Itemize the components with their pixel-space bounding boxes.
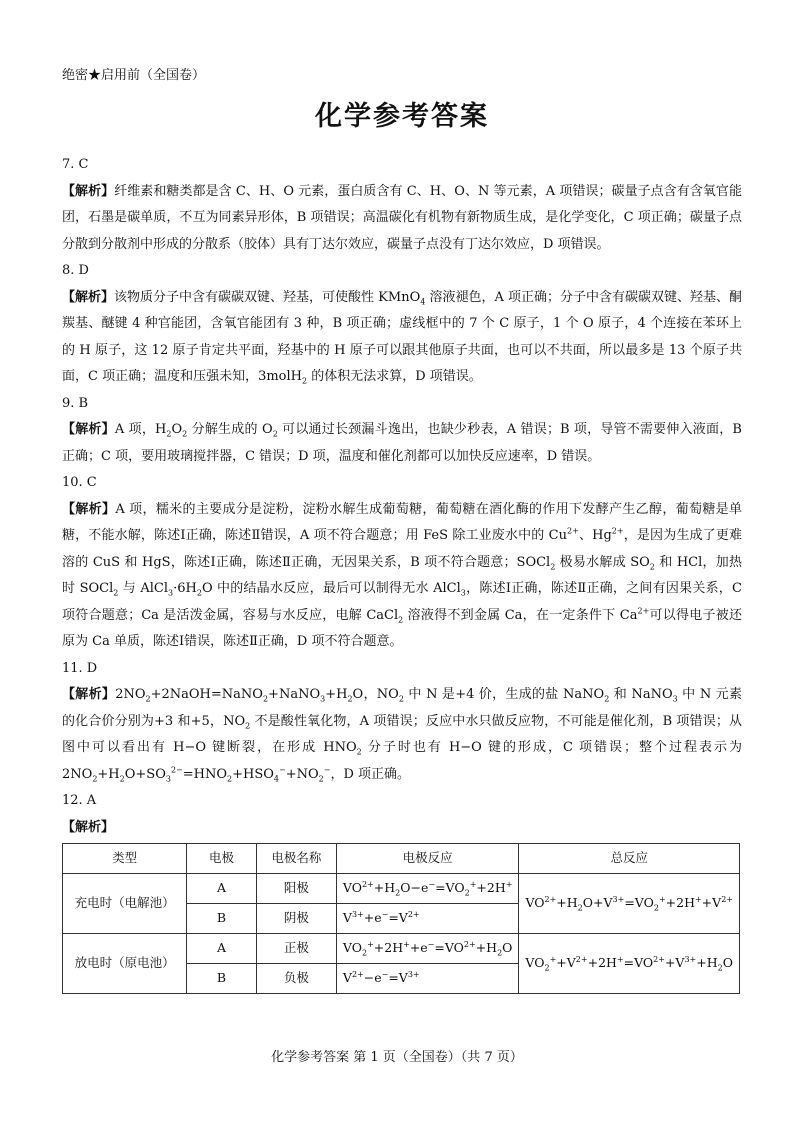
electrode-reaction-cell: $V^{3+}+e^-=V^{2+}$ [336,904,519,934]
electrode-name-cell: 阴极 [256,904,336,934]
col-header-type: 类型 [63,844,187,874]
question-12-analysis-label: 【解析】 [62,819,115,835]
electrode-reaction-cell: $VO_2^++2H^++e^-=VO^{2+}+H_2O$ [336,934,519,964]
question-8-answer: 8. D [62,263,89,278]
col-header-electrode-name: 电极名称 [256,844,336,874]
electrode-reaction-cell: $V^{2+}-e^-=V^{3+}$ [336,964,519,994]
question-7-answer: 7. C [62,157,89,172]
overall-reaction-charging: $VO^{2+}+H_2O+V^{3+}=VO_2^++2H^++V^{2+}$ [519,874,740,934]
overall-reaction-discharging: $VO_2^++V^{2+}+2H^+=VO^{2+}+V^{3+}+H_2O$ [519,934,740,994]
col-header-overall-reaction: 总反应 [519,844,740,874]
confidential-header: 绝密★启用前（全国卷） [62,68,206,83]
electrode-name-cell: 正极 [256,934,336,964]
electrode-cell: A [187,874,257,904]
type-charging: 充电时（电解池） [63,874,187,934]
question-8-analysis: 【解析】该物质分子中含有碳碳双键、羟基，可使酸性 KMnO$_4$ 溶液褪色，A 项正确；分子中含有碳碳双键、羟基、酮羰基、醚键 4 种官能团，含氧官能团有 3 种，B 项正确；虚线框中的 7 个 C 原子，1 个 O 原子，4 个连接在苯环上的 H 原子，这 12 原子肯定共平面，羟基中的 H 原子可以跟其他原子共面，也可以不共面，所以最多是 13 个原子共面，C 项正确；温度和压强未知，3molH$_2$ 的体积无法求算，D 项错误。 [62,289,743,386]
electrode-cell: B [187,904,257,934]
type-discharging: 放电时（原电池） [63,934,187,994]
electrode-cell: A [187,934,257,964]
table-header-row [63,844,740,874]
question-7-analysis: 【解析】纤维素和糖类都是含 C、H、O 元素，蛋白质含有 C、H、O、N 等元素，A 项错误；碳量子点含有含氧官能团，石墨是碳单质，不互为同素异形体，B 项错误；高温碳化有机物有新物质生成，是化学变化，C 项正确；碳量子点分散到分散剂中形成的分散系（胶体）具有丁达尔效应，碳量子点没有丁达尔效应，D 项错误。 [62,183,742,252]
question-9-answer: 9. B [62,395,89,411]
question-9-analysis: 【解析】A 项，$H_2O_2$ 分解生成的 $O_2$ 可以通过长颈漏斗逸出，也缺少秒表，A 错误；B 项，导管不需要伸入液面，B 正确；C 项，要用玻璃搅拌器，C 错误；D 项，温度和催化剂都可以加快反应速率，D 错误。 [62,422,742,464]
electrode-name-cell: 阳极 [256,874,336,904]
table-row [63,934,740,964]
page-footer: 化学参考答案 第 1 页（全国卷）（共 7 页） [271,1050,523,1065]
col-header-electrode: 电极 [187,844,257,874]
question-11-analysis: 【解析】$2NO_2+2NaOH=NaNO_2+NaNO_3+H_2O$，$NO_2$ 中 N 是+4 价，生成的盐 NaNO$_2$ 和 NaNO$_3$ 中 N 元素的化合价分别为+3 和+5，$NO_2$ 不是酸性氧化物，A 项错误；反应中水只做反应物，不可能是催化剂，B 项错误；从图中可以看出有 H−O 键断裂，在形成 $HNO_2$ 分子时也有 H−O 键的形成，C 项错误；整个过程表示为 $2NO_2+H_2O+SO_3^{2-}=HNO_2+HSO_4^-+NO_2^-$，D 项正确。 [62,687,743,784]
question-12-answer: 12. A [62,793,97,808]
electrode-reaction-cell: $VO^{2+}+H_2O-e^-=VO_2^++2H^+$ [336,874,519,904]
question-11-answer: 11. D [62,660,98,676]
page-title: 化学参考答案 [315,101,489,132]
electrode-cell: B [187,964,257,994]
electrode-reaction-table [62,843,740,994]
col-header-electrode-reaction: 电极反应 [336,844,519,874]
question-10-answer: 10. C [62,475,97,490]
question-10-analysis: 【解析】A 项，糯米的主要成分是淀粉，淀粉水解生成葡萄糖，葡萄糖在酒化酶的作用下发酵产生乙醇，葡萄糖是单糖，不能水解，陈述Ⅰ正确，陈述Ⅱ错误，A 项不符合题意；用 FeS 除工业废水中的 $Cu^{2+}$、$Hg^{2+}$，是因为生成了更难溶的 CuS 和 HgS，陈述Ⅰ正确，陈述Ⅱ正确，无因果关系，B 项不符合题意；SOCl$_2$ 极易水解成 $SO_2$ 和 HCl，加热时 SOCl$_2$ 与 $AlCl_3\cdot 6H_2O$ 中的结晶水反应，最后可以制得无水 AlCl$_3$，陈述Ⅰ正确，陈述Ⅱ正确，之间有因果关系，C 项符合题意；Ca 是活泼金属，容易与水反应，电解 CaCl$_2$ 溶液得不到金属 Ca，在一定条件下 $Ca^{2+}$可以得电子被还原为 Ca 单质，陈述Ⅰ错误，陈述Ⅱ正确，D 项不符合题意。 [62,501,742,649]
electrode-name-cell: 负极 [256,964,336,994]
answer-content [62,152,742,994]
table-row [63,874,740,904]
